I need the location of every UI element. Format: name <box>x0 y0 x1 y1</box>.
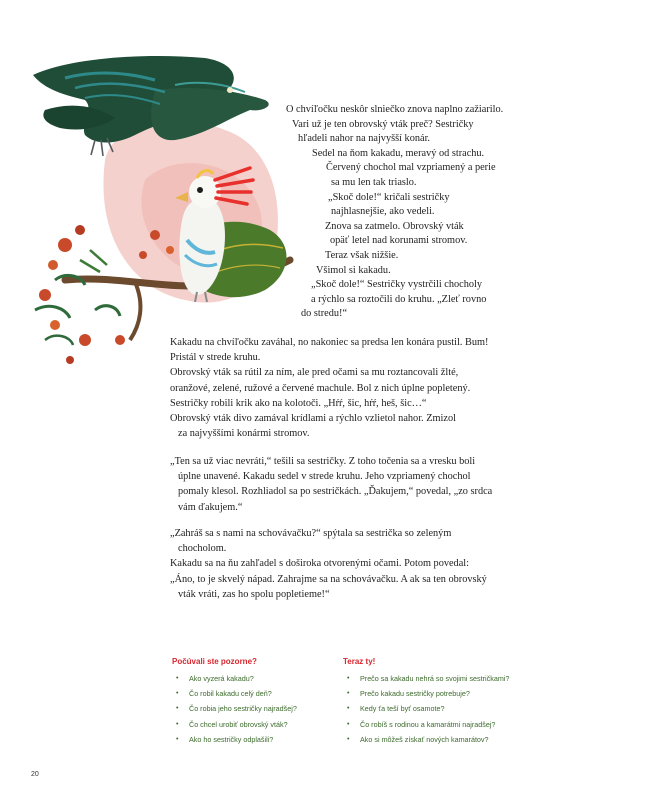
story-line: „Skoč dole!“ Sestričky vystrčili chocholy <box>311 279 482 291</box>
questions-right <box>343 657 593 747</box>
question-item <box>172 701 332 716</box>
paragraph-line: vták vráti, zas ho spolu popletieme!“ <box>178 588 330 600</box>
bullet-icon: • <box>176 690 179 698</box>
paragraph-line: „Áno, to je skvelý nápad. Zahrajme sa na schovávačku. A ak sa ten obrovský <box>170 573 487 585</box>
question-text: Čo robil kakadu celý deň? <box>189 689 272 699</box>
questions-left-list <box>172 671 332 747</box>
question-text: Prečo kakadu sestričky potrebuje? <box>360 689 470 699</box>
paragraph-line: „Ten sa už viac nevráti,“ tešili sa sestričky. Z toho točenia sa a vresku boli <box>170 456 476 467</box>
question-text: Ako ho sestričky odplašili? <box>189 734 274 744</box>
story-line: hľadeli nahor na najvyšší konár. <box>298 133 431 145</box>
question-text: Ako vyzerá kakadu? <box>189 674 254 683</box>
page-number: 20 <box>31 771 39 778</box>
bullet-icon: • <box>347 675 350 682</box>
question-text: Čo chcel urobiť obrovský vták? <box>189 719 288 729</box>
bullet-icon: • <box>347 705 350 713</box>
paragraph-line: Obrovský vták divo zamával krídlami a rýchlo vzlietol nahor. Zmizol <box>170 413 456 425</box>
paragraph-line: Kakadu na chvíľočku zaváhal, no nakoniec sa predsa len konára pustil. Bum! <box>170 337 489 348</box>
story-line: Všimol si kakadu. <box>316 264 391 276</box>
question-item <box>172 671 332 686</box>
question-item <box>343 732 593 747</box>
story-line: najhlasnejšie, ako vedeli. <box>331 206 435 218</box>
question-item <box>172 732 332 747</box>
question-text: Kedy ťa teší byť osamote? <box>360 704 445 714</box>
paragraph-line: Obrovský vták sa rútil za ním, ale pred očami sa mu roztancovali žlté, <box>170 367 459 379</box>
story-paragraph-3 <box>170 526 640 602</box>
question-text: Čo robia jeho sestričky najradšej? <box>189 704 297 714</box>
questions-left <box>172 657 332 747</box>
questions-right-list <box>343 671 593 747</box>
paragraph-line: za najvyššími konármi stromov. <box>178 428 310 440</box>
bullet-icon: • <box>347 720 350 728</box>
story-line: O chvíľočku neskôr slniečko znova naplno zažiarilo. <box>286 104 504 115</box>
paragraph-line: úplne unavené. Kakadu sedel v strede kruhu. Jeho vzpriamený chochol <box>178 471 471 483</box>
bullet-icon: • <box>176 735 179 743</box>
bullet-icon: • <box>347 735 350 743</box>
cockatoo-illustration <box>25 40 305 370</box>
story-line: Znova sa zatmelo. Obrovský vták <box>325 220 464 232</box>
bullet-icon: • <box>347 690 350 698</box>
story-paragraph-2 <box>170 454 640 515</box>
questions-left-heading: Počúvali ste pozorne? <box>172 657 257 666</box>
story-line: do stredu!“ <box>301 308 348 320</box>
question-text: Ako si môžeš získať nových kamarátov? <box>360 734 489 744</box>
question-item <box>343 686 593 701</box>
story-line: Sedel na ňom kakadu, meravý od strachu. <box>312 147 485 159</box>
paragraph-line: Kakadu sa na ňu zahľadel s doširoka otvorenými očami. Potom povedal: <box>170 558 470 570</box>
story-line: Červený chochol mal vzpriamený a perie <box>326 162 496 174</box>
paragraph-line: oranžové, zelené, ružové a červené machule. Bol z nich úplne popletený. <box>170 382 471 394</box>
bullet-icon: • <box>176 720 179 728</box>
question-item <box>172 686 332 701</box>
question-item <box>343 671 593 686</box>
questions-right-heading: Teraz ty! <box>343 657 376 666</box>
question-text: Čo robíš s rodinou a kamarátmi najradšej? <box>360 719 496 729</box>
story-line: sa mu len tak triaslo. <box>331 177 417 188</box>
paragraph-line: chocholom. <box>178 543 227 555</box>
paragraph-line: Pristál v strede kruhu. <box>170 352 261 364</box>
paragraph-line: vám ďakujem.“ <box>178 501 243 513</box>
story-line: Teraz však nižšie. <box>325 250 399 261</box>
question-item <box>343 717 593 732</box>
question-item <box>172 717 332 732</box>
story-line: a rýchlo sa roztočili do kruhu. „Zleť rovno <box>311 293 487 305</box>
bullet-icon: • <box>176 675 179 682</box>
paragraph-line: Sestričky robili krik ako na kolotoči. „Hŕŕ, šic, hŕŕ, heš, šic…“ <box>170 397 427 409</box>
story-line: Vari už je ten obrovský vták preč? Sestričky <box>292 118 474 130</box>
paragraph-line: „Zahráš sa s nami na schovávačku?“ spýtala sa sestrička so zeleným <box>170 528 452 539</box>
story-line: opäť letel nad korunami stromov. <box>330 235 468 247</box>
bullet-icon: • <box>176 705 179 713</box>
question-text: Prečo sa kakadu nehrá so svojimi sestričkami? <box>360 674 510 683</box>
question-item <box>343 701 593 716</box>
story-paragraph-1 <box>170 335 640 441</box>
paragraph-line: pomaly klesol. Rozhliadol sa po sestričkách. „Ďakujem,“ povedal, „zo srdca <box>178 486 493 498</box>
story-line: „Skoč dole!“ kričali sestričky <box>328 191 450 203</box>
